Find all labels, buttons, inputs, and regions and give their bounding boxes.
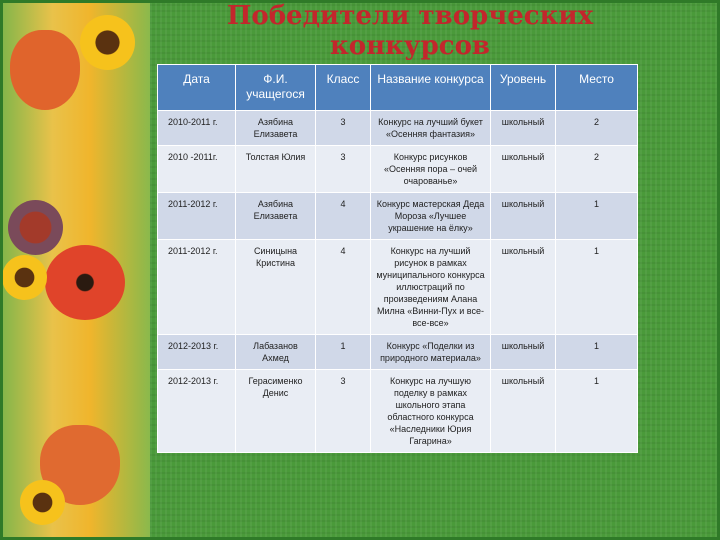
cell-level: школьный: [491, 193, 556, 240]
cell-grade: 4: [316, 193, 371, 240]
cell-contest: Конкурс «Поделки из природного материала»: [371, 335, 491, 370]
cell-place: 1: [556, 193, 638, 240]
cell-grade: 3: [316, 111, 371, 146]
cell-level: школьный: [491, 370, 556, 453]
cell-place: 2: [556, 111, 638, 146]
cell-place: 1: [556, 335, 638, 370]
cell-place: 1: [556, 240, 638, 335]
cell-grade: 1: [316, 335, 371, 370]
cell-level: школьный: [491, 111, 556, 146]
cell-student: Синицына Кристина: [236, 240, 316, 335]
cell-student: Толстая Юлия: [236, 146, 316, 193]
table-row: [158, 111, 638, 146]
cell-student: Азябина Елизавета: [236, 193, 316, 240]
header-place: Место: [556, 65, 638, 111]
slide-title: Победители творческих конкурсов: [226, 1, 594, 61]
cell-level: школьный: [491, 335, 556, 370]
cell-contest: Конкурс на лучший букет «Осенняя фантазия»: [371, 111, 491, 146]
cell-date: 2010-2011 г.: [158, 111, 236, 146]
header-date: Дата: [158, 65, 236, 111]
cell-contest: Конкурс на лучший рисунок в рамках муниципального конкурса иллюстраций по произведениям Алана Милна «Винни-Пух и все-все-все»: [371, 240, 491, 335]
cell-place: 2: [556, 146, 638, 193]
cell-date: 2012-2013 г.: [158, 335, 236, 370]
table-row: [158, 146, 638, 193]
cell-date: 2011-2012 г.: [158, 240, 236, 335]
header-student: Ф.И. учащегося: [236, 65, 316, 111]
cell-date: 2011-2012 г.: [158, 193, 236, 240]
header-grade: Класс: [316, 65, 371, 111]
table-row: [158, 335, 638, 370]
header-level: Уровень: [491, 65, 556, 111]
cell-student: Лабазанов Ахмед: [236, 335, 316, 370]
cell-grade: 4: [316, 240, 371, 335]
cell-contest: Конкурс рисунков «Осенняя пора – очей очарованье»: [371, 146, 491, 193]
cell-grade: 3: [316, 370, 371, 453]
cell-contest: Конкурс на лучшую поделку в рамках школьного этапа областного конкурса «Наследники Юрия Гагарина»: [371, 370, 491, 453]
cell-date: 2010 -2011г.: [158, 146, 236, 193]
cell-place: 1: [556, 370, 638, 453]
table-header-row: [158, 65, 638, 111]
cell-student: Азябина Елизавета: [236, 111, 316, 146]
winners-table: [157, 64, 638, 453]
cell-level: школьный: [491, 240, 556, 335]
cell-grade: 3: [316, 146, 371, 193]
header-contest: Название конкурса: [371, 65, 491, 111]
table-row: [158, 370, 638, 453]
cell-date: 2012-2013 г.: [158, 370, 236, 453]
cell-contest: Конкурс мастерская Деда Мороза «Лучшее украшение на ёлку»: [371, 193, 491, 240]
cell-student: Герасименко Денис: [236, 370, 316, 453]
table-row: [158, 240, 638, 335]
cell-level: школьный: [491, 146, 556, 193]
table-row: [158, 193, 638, 240]
